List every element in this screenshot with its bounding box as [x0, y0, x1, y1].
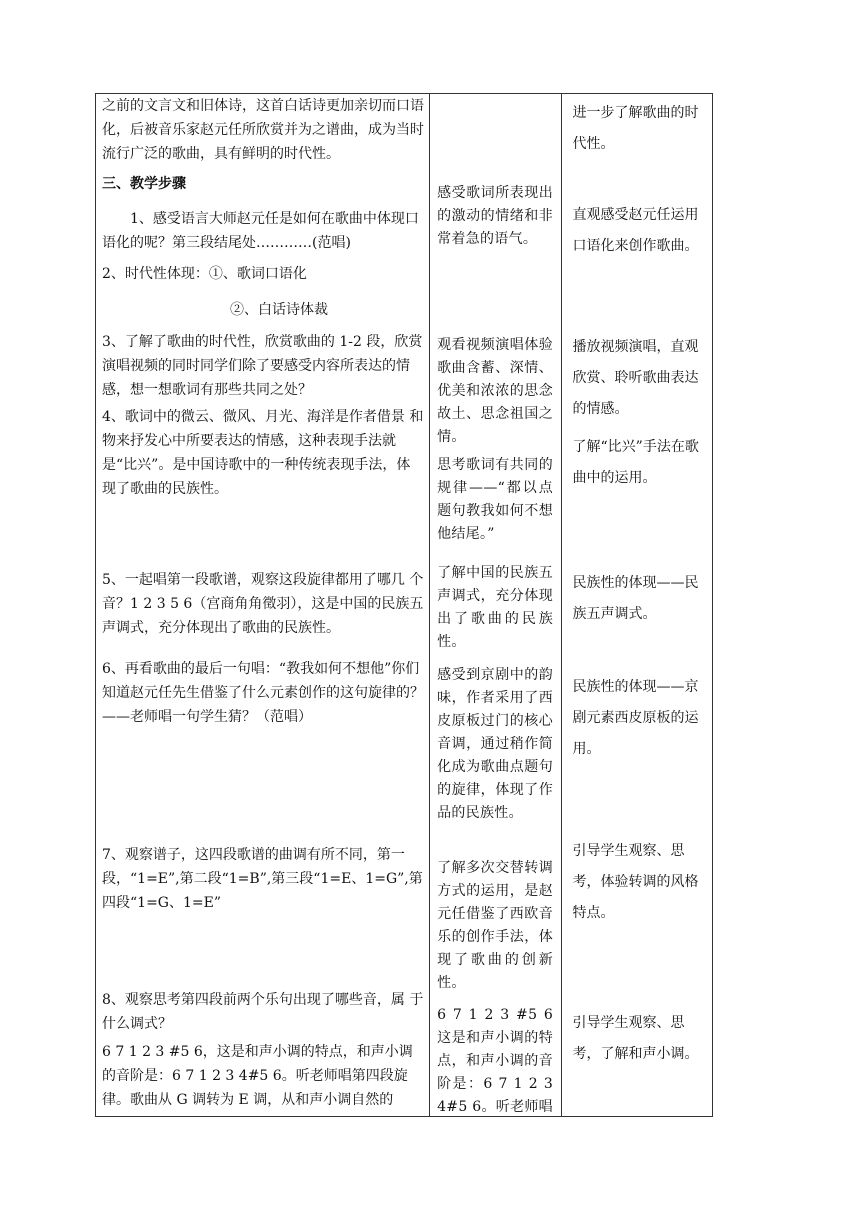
- design-intent-8: 引导学生观察、思考，了解和声小调。: [572, 1015, 699, 1062]
- step-7: 7、观察谱子，这四段歌谱的曲调有所不同，第一段，“1=E”,第二段“1=B”,第三段“1=E、1=G”,第四段“1=G、1=E”: [102, 847, 423, 911]
- design-intent-3: 播放视频演唱，直观欣赏、聆听歌曲表达的情感。: [572, 339, 699, 417]
- design-intent-2: 直观感受赵元任运用口语化来创作歌曲。: [572, 207, 699, 254]
- student-activity-3: 思考歌词有共同的规律——“都以点题句教我如何不想他结尾。”: [437, 457, 554, 542]
- design-intent-4: 了解“比兴”手法在歌曲中的运用。: [572, 439, 699, 486]
- intro-paragraph: 之前的文言文和旧体诗，这首白话诗更加亲切而口语化，后被音乐家赵元任所欣赏并为之谱曲，成为当时流行广泛的歌曲，具有鲜明的时代性。: [102, 98, 424, 162]
- section-title: 三、教学步骤: [102, 176, 186, 192]
- student-activity-6: 了解多次交替转调方式的运用，是赵元任借鉴了西欧音乐的创作手法，体现了歌曲的创新性。: [437, 860, 554, 991]
- step-4: 4、歌词中的微云、微风、月光、海洋是作者借景 和物来抒发心中所要表达的情感，这种表现手法就是“比兴”。是中国诗歌中的一种传统表现手法，体现了歌曲的民族性。: [102, 409, 424, 497]
- step-8: 8、观察思考第四段前两个乐句出现了哪些音，属 于什么调式？: [102, 992, 424, 1032]
- design-intent-6: 民族性的体现——京剧元素西皮原板的运用。: [572, 679, 699, 757]
- student-activity-5: 感受到京剧中的韵味，作者采用了西皮原板过门的核心音调，通过稍作简化成为歌曲点题句的旋律，体现了作品的民族性。: [437, 667, 554, 821]
- lesson-plan-table: [95, 93, 713, 1117]
- step-2a: 2、时代性体现：①、歌词口语化: [102, 266, 307, 282]
- step-3: 3、了解了歌曲的时代性，欣赏歌曲的 1-2 段，欣赏演唱视频的同时同学们除了要感受内容所表达的情感，想一想歌词有那些共同之处？: [102, 334, 423, 398]
- step-8-detail: 6 7 1 2 3 #5 6，这是和声小调的特点，和声小调的音阶是：6 7 1 2 3 4#5 6。听老师唱第四段旋律。歌曲从 G 调转为 E 调，从和声小调自然的: [102, 1044, 413, 1108]
- student-activity-1: 感受歌词所表现出的激动的情绪和非常着急的语气。: [437, 185, 554, 247]
- design-intent-column: [561, 94, 713, 1117]
- step-5: 5、一起唱第一段歌谱，观察这段旋律都用了哪几 个音？1 2 3 5 6（宫商角角徵羽），这是中国的民族五声调式，充分体现出了歌曲的民族性。: [102, 572, 424, 636]
- table-row: [96, 94, 713, 1117]
- design-intent-7: 引导学生观察、思考，体验转调的风格特点。: [572, 843, 699, 921]
- teaching-process-column: [96, 94, 430, 1117]
- design-intent-5: 民族性的体现——民族五声调式。: [572, 575, 699, 622]
- step-6: 6、再看歌曲的最后一句唱：“教我如何不想他”你们知道赵元任先生借鉴了什么元素创作的这句旋律的？——老师唱一句学生猜？（范唱）: [102, 661, 424, 725]
- student-activity-7: 6 7 1 2 3 #5 6 这是和声小调的特点，和声小调的音阶是：6 7 1 2 3 4#5 6。听老师唱: [437, 1007, 554, 1115]
- student-activity-column: [430, 94, 561, 1117]
- student-activity-4: 了解中国的民族五声调式，充分体现出了歌曲的民族性。: [437, 565, 554, 650]
- student-activity-2: 观看视频演唱体验歌曲含蓄、深情、优美和浓浓的思念故土、思念祖国之情。: [437, 337, 554, 445]
- step-1: 1、感受语言大师赵元任是如何在歌曲中体现口语化的呢？第三段结尾处…………(范唱): [102, 211, 419, 251]
- step-2b: ②、白话诗体裁: [230, 302, 328, 318]
- design-intent-1: 进一步了解歌曲的时代性。: [572, 105, 699, 152]
